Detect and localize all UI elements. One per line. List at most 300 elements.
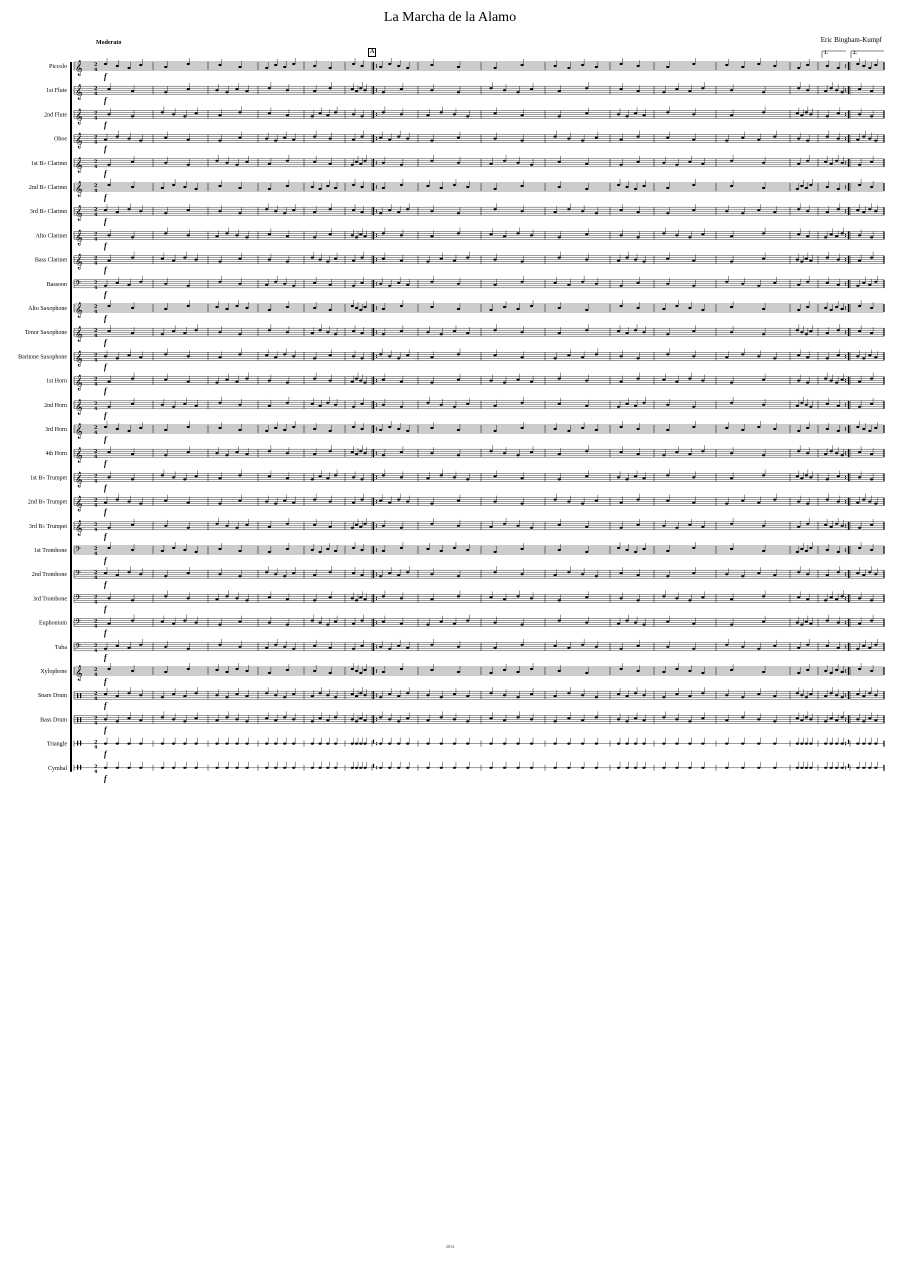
note-head <box>634 329 637 331</box>
note-head <box>620 63 623 65</box>
note-head <box>107 527 110 529</box>
note-head <box>585 329 588 331</box>
note-head <box>172 330 175 332</box>
note-head <box>329 309 332 311</box>
note-head <box>466 620 469 622</box>
note-head <box>595 66 598 68</box>
note-head <box>730 452 733 454</box>
note-head <box>292 139 295 141</box>
note-head <box>430 503 433 505</box>
note-head <box>625 115 628 117</box>
note-head <box>692 502 695 504</box>
note-head <box>363 235 366 237</box>
note-head <box>355 453 358 455</box>
note-head <box>530 164 533 166</box>
time-signature-bottom: 4 <box>94 333 98 340</box>
note-head <box>692 426 695 428</box>
repeat-dot <box>845 234 846 235</box>
note-head <box>503 306 506 308</box>
note-head <box>215 89 218 91</box>
note-head <box>127 208 130 210</box>
dynamic-forte: f <box>104 362 107 372</box>
note-head <box>762 454 765 456</box>
note-head <box>388 743 391 745</box>
note-head <box>554 720 557 722</box>
note-head <box>730 235 733 237</box>
note-head <box>283 743 286 745</box>
tempo-marking: Moderato <box>96 40 122 46</box>
note-head <box>161 767 164 769</box>
note-head <box>400 164 403 166</box>
note-head <box>352 63 355 65</box>
note-head <box>516 671 519 673</box>
note-head <box>585 622 588 624</box>
note-head <box>183 403 186 405</box>
note-head <box>796 717 799 719</box>
repeat-dot <box>376 623 377 624</box>
note-head <box>292 693 295 695</box>
treble-clef-icon: 𝄞 <box>75 375 83 391</box>
note-head <box>688 670 691 672</box>
page-footer: 2014 <box>446 1244 454 1249</box>
note-head <box>521 281 524 283</box>
note-head <box>642 402 645 404</box>
note-head <box>688 90 691 92</box>
note-head <box>329 233 332 235</box>
note-head <box>388 426 391 428</box>
note-head <box>625 743 628 745</box>
dynamic-forte: f <box>104 386 107 396</box>
note-head <box>757 63 760 65</box>
note-head <box>868 692 871 694</box>
note-head <box>268 188 271 190</box>
note-head <box>116 428 119 430</box>
treble-clef-icon: 𝄞 <box>75 157 83 173</box>
note-head <box>642 477 645 479</box>
note-head <box>235 693 238 695</box>
note-head <box>516 767 519 769</box>
note-head <box>581 694 584 696</box>
note-head <box>806 644 809 646</box>
time-signature-top: 2 <box>94 304 98 310</box>
note-head <box>268 551 271 553</box>
note-head <box>494 188 497 190</box>
note-head <box>116 767 119 769</box>
repeat-dot <box>845 694 846 695</box>
note-head <box>642 719 645 721</box>
note-head <box>666 283 669 285</box>
note-head <box>351 527 354 529</box>
note-head <box>397 211 400 213</box>
note-head <box>283 696 286 698</box>
note-head <box>382 454 385 456</box>
note-head <box>238 333 241 335</box>
note-head <box>620 209 623 211</box>
note-head <box>809 113 812 115</box>
note-head <box>725 573 728 575</box>
percussion-clef-icon <box>77 741 78 746</box>
note-head <box>835 235 838 237</box>
repeat-dot <box>845 306 846 307</box>
note-head <box>397 574 400 576</box>
repeat-dot <box>845 742 846 743</box>
note-head <box>359 717 362 719</box>
instrument-label: 3rd B♭ Clarinet <box>29 209 67 216</box>
note-head <box>215 669 218 671</box>
note-head <box>773 645 776 647</box>
note-head <box>457 283 460 285</box>
note-head <box>856 767 859 769</box>
note-head <box>516 696 519 698</box>
note-head <box>637 211 640 213</box>
note-head <box>554 282 557 284</box>
note-head <box>351 693 354 695</box>
note-head <box>245 767 248 769</box>
note-head <box>313 453 316 455</box>
time-signature-bottom: 4 <box>94 236 98 243</box>
note-head <box>183 478 186 480</box>
note-head <box>796 475 799 477</box>
note-head <box>313 378 316 380</box>
note-head <box>530 305 533 307</box>
note-head <box>796 188 799 190</box>
note-head <box>426 719 429 721</box>
repeat-dot <box>376 500 377 501</box>
repeat-dot <box>376 381 377 382</box>
note-head <box>862 499 865 501</box>
note-head <box>585 309 588 311</box>
note-head <box>363 382 366 384</box>
note-head <box>725 694 728 696</box>
time-signature-bottom: 4 <box>94 309 98 315</box>
instrument-label: Tuba <box>54 644 67 651</box>
note-head <box>440 716 443 718</box>
note-head <box>757 209 760 211</box>
note-head <box>773 743 776 745</box>
note-head <box>274 140 277 142</box>
note-head <box>826 65 829 67</box>
note-head <box>116 645 119 647</box>
note-head <box>809 743 812 745</box>
repeat-dot <box>376 306 377 307</box>
note-head <box>283 283 286 285</box>
note-head <box>313 670 316 672</box>
note-head <box>856 572 859 574</box>
note-head <box>457 91 460 93</box>
note-head <box>730 331 733 333</box>
note-head <box>494 430 497 432</box>
note-head <box>725 210 728 212</box>
note-head <box>620 451 623 453</box>
note-head <box>164 66 167 68</box>
note-head <box>725 644 728 646</box>
note-head <box>107 330 110 332</box>
note-head <box>554 211 557 213</box>
note-head <box>127 354 130 356</box>
note-head <box>382 379 385 381</box>
note-head <box>453 718 456 720</box>
treble-clef-icon: 𝄞 <box>75 133 83 149</box>
note-head <box>620 285 623 287</box>
note-head <box>426 331 429 333</box>
note-head <box>634 551 637 553</box>
instrument-label: 4th Horn <box>45 451 67 458</box>
repeat-dot <box>845 548 846 549</box>
note-head <box>379 743 382 745</box>
note-head <box>558 186 561 188</box>
note-head <box>225 696 228 698</box>
note-head <box>400 260 403 262</box>
note-head <box>430 306 433 308</box>
repeat-dot <box>845 502 846 503</box>
rehearsal-mark-a: A <box>370 49 375 55</box>
note-head <box>558 378 561 380</box>
note-head <box>286 452 289 454</box>
note-head <box>642 743 645 745</box>
repeat-dot <box>376 66 377 67</box>
note-head <box>187 209 190 211</box>
note-head <box>359 596 362 598</box>
note-head <box>164 379 167 381</box>
repeat-dot <box>845 357 846 358</box>
note-head <box>313 645 316 647</box>
instrument-label: Bass Drum <box>40 717 67 724</box>
note-head <box>567 208 570 210</box>
note-head <box>837 571 840 573</box>
note-head <box>164 575 167 577</box>
note-head <box>870 161 873 163</box>
note-head <box>841 379 844 381</box>
note-head <box>625 695 628 697</box>
note-head <box>692 572 695 574</box>
note-head <box>870 453 873 455</box>
note-head <box>363 719 366 721</box>
note-head <box>837 430 840 432</box>
note-head <box>585 87 588 89</box>
note-head <box>363 89 366 91</box>
repeat-dot <box>376 333 377 334</box>
note-head <box>265 743 268 745</box>
note-head <box>688 599 691 601</box>
note-head <box>139 644 142 646</box>
note-head <box>800 185 803 187</box>
note-head <box>666 353 669 355</box>
note-head <box>453 406 456 408</box>
note-head <box>503 235 506 237</box>
repeat-dot <box>376 210 377 211</box>
note-head <box>104 693 107 695</box>
note-head <box>692 113 695 115</box>
dynamic-forte: f <box>104 217 107 227</box>
note-head <box>494 551 497 553</box>
note-head <box>218 573 221 575</box>
note-head <box>796 767 799 769</box>
score-title: La Marcha de la Alamo <box>383 10 517 25</box>
note-head <box>457 575 460 577</box>
instrument-label: Cymbal <box>48 765 67 772</box>
repeat-dot <box>845 671 846 672</box>
note-head <box>225 716 228 718</box>
note-head <box>874 719 877 721</box>
note-head <box>558 403 561 405</box>
note-head <box>164 232 167 234</box>
note-head <box>268 475 271 477</box>
note-head <box>218 114 221 116</box>
note-head <box>642 694 645 696</box>
note-head <box>466 720 469 722</box>
note-head <box>379 212 382 214</box>
note-head <box>183 257 186 259</box>
note-head <box>858 113 861 115</box>
note-head <box>107 234 110 236</box>
note-head <box>585 405 588 407</box>
note-head <box>595 429 598 431</box>
note-head <box>329 672 332 674</box>
note-head <box>238 283 241 285</box>
dynamic-forte: f <box>104 241 107 251</box>
note-head <box>595 767 598 769</box>
note-head <box>494 475 497 477</box>
note-head <box>516 454 519 456</box>
note-head <box>830 380 833 382</box>
note-head <box>183 720 186 722</box>
note-head <box>830 526 833 528</box>
note-head <box>457 671 460 673</box>
note-head <box>329 163 332 165</box>
repeat-dot <box>376 113 377 114</box>
note-head <box>183 186 186 188</box>
note-head <box>225 743 228 745</box>
note-head <box>215 382 218 384</box>
note-head <box>625 720 628 722</box>
note-head <box>311 743 314 745</box>
repeat-dot <box>376 597 377 598</box>
note-head <box>265 501 268 503</box>
note-head <box>326 719 329 721</box>
note-head <box>806 503 809 505</box>
repeat-dot <box>376 575 377 576</box>
repeat-dot <box>376 548 377 549</box>
note-head <box>489 526 492 528</box>
instrument-label: 2nd Flute <box>44 112 67 119</box>
note-head <box>466 186 469 188</box>
note-head <box>809 693 812 695</box>
note-head <box>730 402 733 404</box>
note-head <box>311 549 314 551</box>
note-head <box>351 234 354 236</box>
note-head <box>805 550 808 552</box>
note-head <box>494 329 497 331</box>
note-head <box>617 718 620 720</box>
note-head <box>634 767 637 769</box>
note-head <box>837 647 840 649</box>
note-head <box>797 672 800 674</box>
note-head <box>741 429 744 431</box>
treble-clef-icon: 𝄞 <box>75 496 83 512</box>
note-head <box>360 115 363 117</box>
repeat-dot <box>845 696 846 697</box>
note-head <box>283 767 286 769</box>
note-head <box>773 428 776 430</box>
note-head <box>274 573 277 575</box>
note-head <box>218 477 221 479</box>
note-head <box>116 211 119 213</box>
note-head <box>400 406 403 408</box>
note-head <box>131 161 134 163</box>
note-head <box>806 64 809 66</box>
note-head <box>104 139 107 141</box>
note-head <box>824 767 827 769</box>
note-head <box>870 670 873 672</box>
note-head <box>625 186 628 188</box>
note-head <box>235 305 238 307</box>
note-head <box>215 767 218 769</box>
note-head <box>379 500 382 502</box>
note-head <box>274 743 277 745</box>
note-head <box>127 284 130 286</box>
dynamic-forte: f <box>104 338 107 348</box>
note-head <box>283 66 286 68</box>
note-head <box>127 501 130 503</box>
note-head <box>805 767 808 769</box>
note-head <box>363 160 366 162</box>
note-head <box>286 382 289 384</box>
note-head <box>164 162 167 164</box>
repeat-dot <box>376 403 377 404</box>
note-head <box>286 306 289 308</box>
note-head <box>558 620 561 622</box>
note-head <box>642 185 645 187</box>
note-head <box>388 285 391 287</box>
note-head <box>218 624 221 626</box>
note-head <box>558 670 561 672</box>
note-head <box>637 236 640 238</box>
note-head <box>585 163 588 165</box>
note-head <box>274 210 277 212</box>
note-head <box>856 502 859 504</box>
note-head <box>521 185 524 187</box>
note-head <box>530 743 533 745</box>
note-head <box>558 236 561 238</box>
note-head <box>326 548 329 550</box>
note-head <box>567 571 570 573</box>
note-head <box>725 743 728 745</box>
note-head <box>862 743 865 745</box>
note-head <box>430 382 433 384</box>
note-head <box>841 162 844 164</box>
note-head <box>868 501 871 503</box>
note-head <box>503 598 506 600</box>
note-head <box>489 743 492 745</box>
note-head <box>238 550 241 552</box>
note-head <box>388 355 391 357</box>
note-head <box>116 720 119 722</box>
note-head <box>397 65 400 67</box>
note-head <box>666 212 669 214</box>
note-head <box>187 139 190 141</box>
note-head <box>139 210 142 212</box>
note-head <box>835 743 838 745</box>
dynamic-forte: f <box>104 531 107 541</box>
note-head <box>107 305 110 307</box>
instrument-label: Baritone Saxophone <box>18 354 67 361</box>
note-head <box>116 357 119 359</box>
note-head <box>757 648 760 650</box>
note-head <box>195 188 198 190</box>
dynamic-forte: f <box>104 144 107 154</box>
note-head <box>830 87 833 89</box>
note-head <box>530 718 533 720</box>
